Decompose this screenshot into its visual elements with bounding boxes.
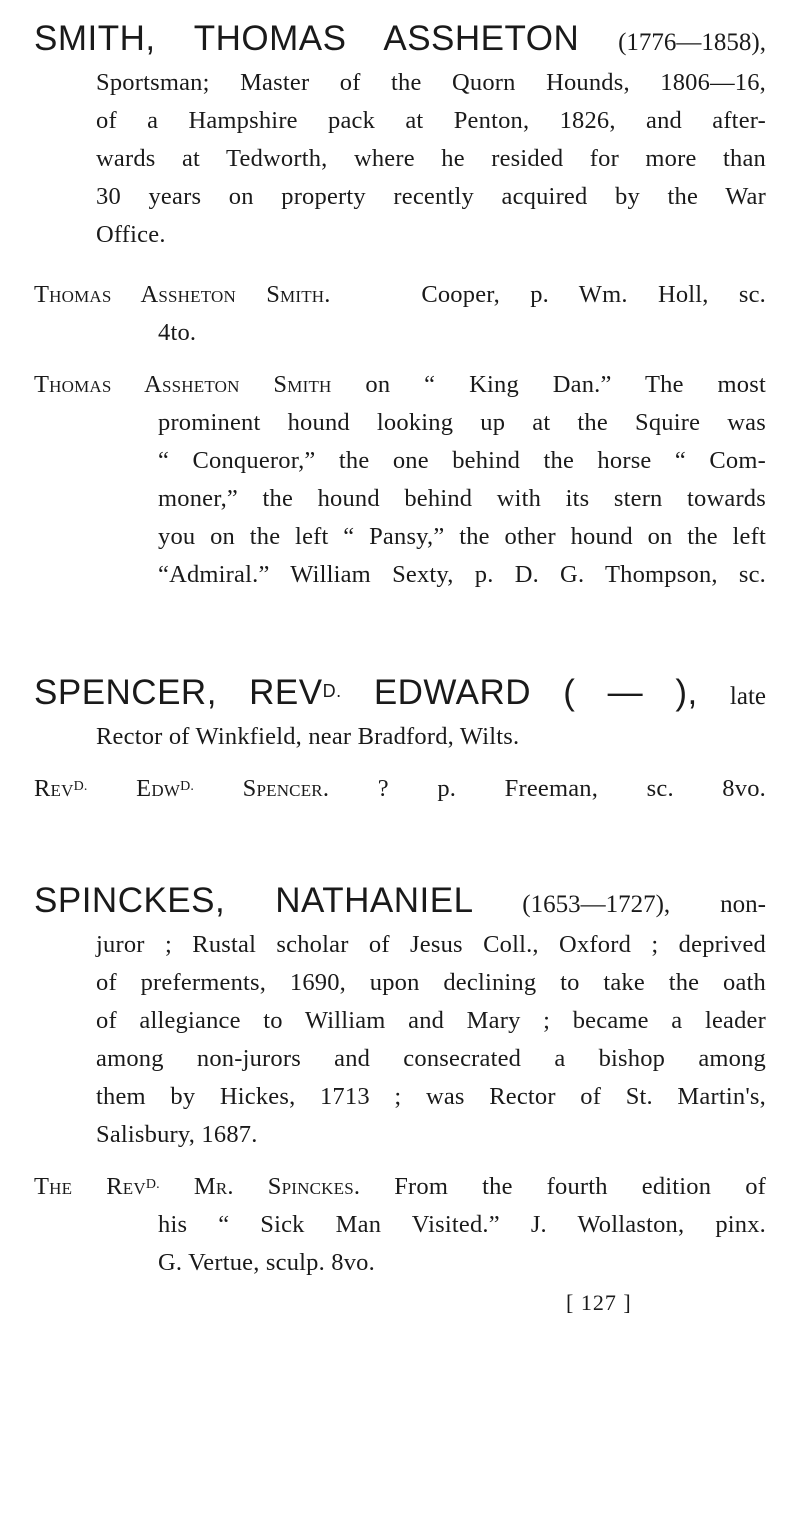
plate-credit: Cooper, p. Wm. Holl, sc. bbox=[421, 281, 766, 308]
plate-credit: ? p. Freeman, sc. 8vo. bbox=[377, 775, 766, 802]
plate-entry bbox=[34, 1168, 766, 1282]
plate-title: Thomas Assheton Smith. bbox=[34, 281, 331, 308]
entry-heading bbox=[34, 672, 766, 718]
entry-dates: (1776—1858), bbox=[618, 29, 766, 56]
plate-entry bbox=[34, 366, 766, 594]
plate-entry bbox=[34, 276, 766, 352]
desc-line: Office. bbox=[96, 221, 166, 248]
entry-spencer bbox=[34, 672, 766, 808]
desc-line: of a Hampshire pack at Penton, 1826, and after- bbox=[96, 107, 766, 134]
entry-tail: non- bbox=[720, 891, 766, 918]
plate-text: “Admiral.” William Sexty, p. D. G. Thompson, sc. bbox=[158, 561, 766, 588]
plate-line bbox=[34, 366, 766, 404]
plate-text: From the fourth edition of bbox=[394, 1173, 767, 1200]
desc-line: Rector of Winkfield, near Bradford, Wilts. bbox=[96, 723, 520, 750]
plate-text: moner,” the hound behind with its stern towards bbox=[158, 485, 766, 512]
plate-entry bbox=[34, 770, 766, 808]
desc-line: Sportsman; Master of the Quorn Hounds, 1806—16, bbox=[96, 69, 766, 96]
entry-name: SMITH, THOMAS ASSHETON bbox=[34, 19, 580, 58]
entry-description bbox=[96, 64, 766, 254]
plate-text: on “ King Dan.” The most bbox=[365, 371, 766, 398]
entry-name: SPINCKES, NATHANIEL bbox=[34, 881, 473, 920]
plate-text: G. Vertue, sculp. 8vo. bbox=[158, 1249, 375, 1276]
desc-line: Salisbury, 1687. bbox=[96, 1121, 258, 1148]
entry-heading bbox=[34, 18, 766, 64]
desc-line: of allegiance to William and Mary ; became a leader bbox=[96, 1007, 766, 1034]
page-number: [ 127 ] bbox=[566, 1290, 632, 1315]
entry-heading bbox=[34, 880, 766, 926]
entry-tail: late bbox=[729, 683, 766, 710]
entry-name: SPENCER, $REV^{D.}$ EDWARD ( — ), bbox=[34, 673, 698, 712]
plate-text: “ Conqueror,” the one behind the horse “ Com- bbox=[158, 447, 766, 474]
plate-line bbox=[34, 770, 766, 808]
entry-dates: (1653—1727), bbox=[522, 891, 671, 918]
entry-smith bbox=[34, 18, 766, 594]
plate-text: prominent hound looking up at the Squire was bbox=[158, 409, 766, 436]
entry-spinckes bbox=[34, 880, 766, 1282]
plate-line bbox=[34, 276, 766, 314]
desc-line: them by Hickes, 1713 ; was Rector of St. Martin's, bbox=[96, 1083, 766, 1110]
entry-description bbox=[96, 718, 766, 756]
desc-line: of preferments, 1690, upon declining to take the oath bbox=[96, 969, 766, 996]
plate-title: Thomas Assheton Smith bbox=[34, 371, 332, 398]
plate-format: 4to. bbox=[158, 319, 197, 346]
entry-description bbox=[96, 926, 766, 1154]
plate-title: Rev$^{D.}$ Edw$^{D.}$ Spencer. bbox=[34, 775, 330, 802]
desc-line: 30 years on property recently acquired by the War bbox=[96, 183, 766, 210]
desc-line: juror ; Rustal scholar of Jesus Coll., Oxford ; deprived bbox=[96, 931, 766, 958]
desc-line: among non-jurors and consecrated a bishop among bbox=[96, 1045, 766, 1072]
desc-line: wards at Tedworth, where he resided for more than bbox=[96, 145, 766, 172]
plate-text: you on the left “ Pansy,” the other hound on the left bbox=[158, 523, 766, 550]
plate-title: The Rev$^{D.}$ Mr. Spinckes. bbox=[34, 1173, 361, 1200]
plate-line bbox=[34, 1168, 767, 1206]
plate-text: his “ Sick Man Visited.” J. Wollaston, pinx. bbox=[158, 1211, 766, 1238]
